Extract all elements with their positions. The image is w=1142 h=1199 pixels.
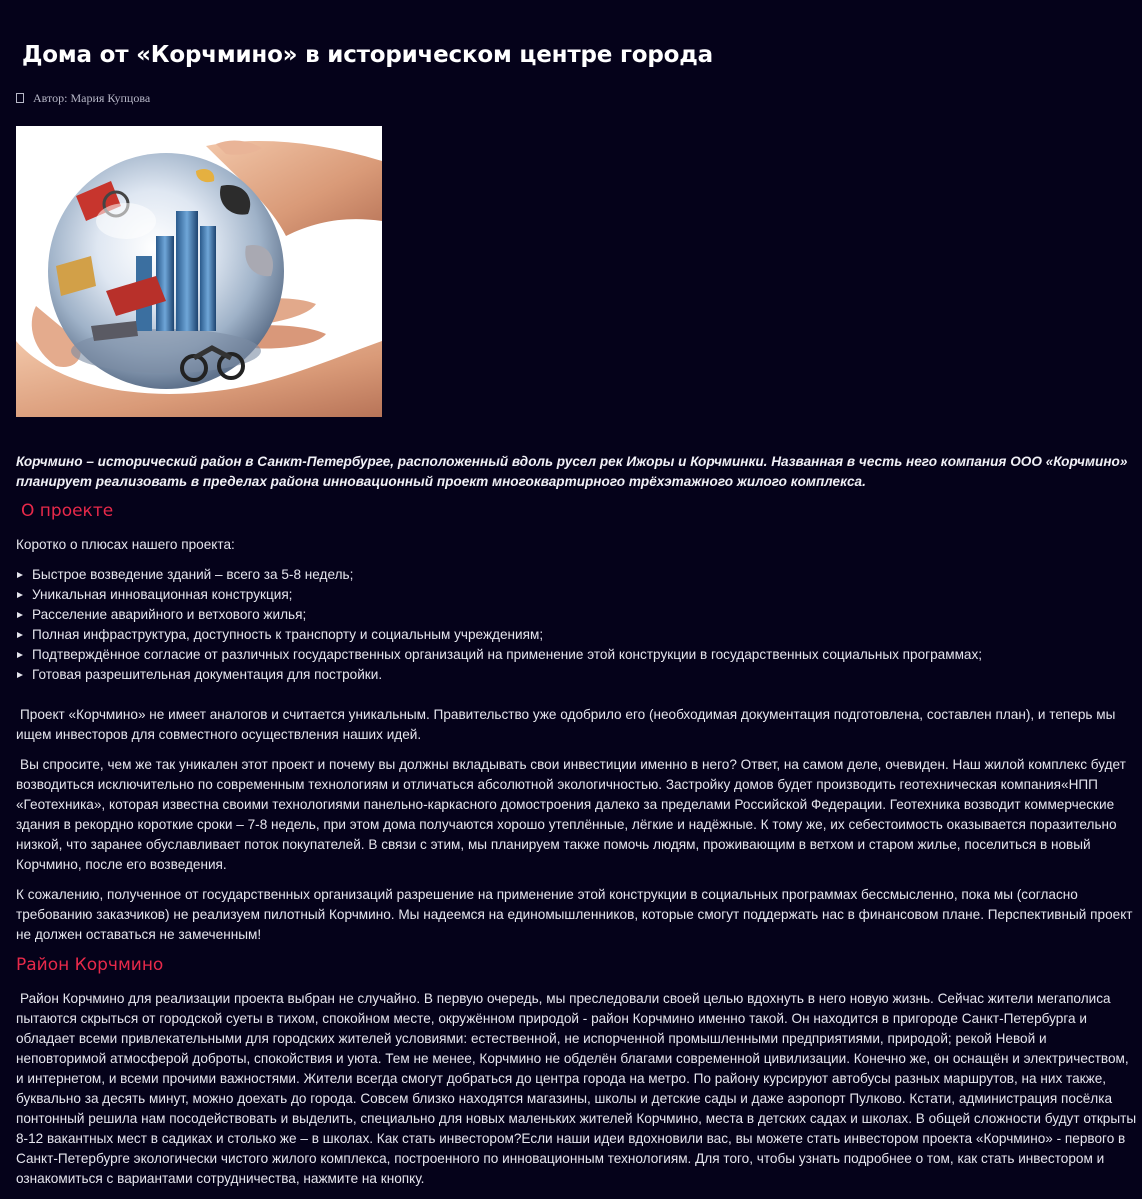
triangle-bullet-icon: [17, 592, 23, 598]
section-heading-district: Район Корчмино: [16, 955, 164, 975]
article-title: Дома от «Корчмино» в историческом центре города: [22, 42, 713, 68]
list-item: Уникальная инновационная конструкция;: [16, 585, 1140, 605]
intro-text: Коротко о плюсах нашего проекта:: [16, 537, 235, 552]
triangle-bullet-icon: [17, 632, 23, 638]
article-body: [16, 452, 1140, 1189]
paragraph-permission: К сожалению, полученное от государственных организаций разрешение на применение этой конструкции в социальных программах бессмысленно, пока мы (согласно требованию заказчиков) не реализуем пилотный Корчмино. Мы надеемся на единомышленников, которые смогут поддержать нас в финансовом плане. Перспективный проект не должен оставаться не замеченным!: [16, 887, 1133, 942]
author-name[interactable]: Мария Купцова: [70, 91, 151, 105]
list-item: Быстрое возведение зданий – всего за 5-8 недель;: [16, 565, 1140, 585]
list-item: Полная инфраструктура, доступность к транспорту и социальным учреждениям;: [16, 625, 1140, 645]
author-label: Автор:: [33, 91, 68, 105]
lead-paragraph: Корчмино – исторический район в Санкт-Петербурге, расположенный вдоль русел рек Ижоры и Корчминки. Названная в честь него компания ООО «Корчмино» планирует реализовать в пределах района инновационный проект многоквартирного трёхэтажного жилого комплекса.: [16, 454, 1128, 489]
list-item: Расселение аварийного и ветхового жилья;: [16, 605, 1140, 625]
user-icon: [16, 93, 24, 103]
triangle-bullet-icon: [17, 652, 23, 658]
hero-image: [16, 126, 382, 417]
triangle-bullet-icon: [17, 672, 23, 678]
paragraph-project: Проект «Корчмино» не имеет аналогов и считается уникальным. Правительство уже одобрило его (необходимая документация подготовлена, составлен план), и теперь мы ищем инвесторов для совместного осуществления наших идей.: [16, 707, 1116, 742]
paragraph-district: Район Корчмино для реализации проекта выбран не случайно. В первую очередь, мы преследовали своей целью вдохнуть в него новую жизнь. Сейчас жители мегаполиса пытаются скрыться от городской суеты в тихом, спокойном месте, окружённом природой - район Корчмино именно такой. Он находится в пригороде Санкт-Петербурга и обладает всеми привлекательными для городских жителей условиями: естественной, не испорченной промышленными предприятиями, природой; рекой Невой и неповторимой атмосферой доброты, спокойствия и уюта. Тем не менее, Корчмино не обделён благами современной цивилизации. Конечно же, он оснащён и электричеством, и интернетом, и всеми прочими важностями. Жители всегда смогут добраться до центра города на метро. По району курсируют автобусы разных маршрутов, на них также, буквально за десять минут, можно доехать до города. Совсем близко находятся магазины, школы и детские сады и даже аэропорт Пулково. Кстати, администрация посёлка понтонный решила нам посодействовать и выделить, специально для новых маленьких жителей Корчмино, места в детских садах и школах. В общей сложности будут открыты 8-12 вакантных мест в садиках и столько же – в школах. Как стать инвестором?Если наши идеи вдохновили вас, вы можете стать инвестором проекта «Корчмино» - первого в Санкт-Петербурге экологически чистого жилого комплекса, построенного по инновационным технологиям. Для того, чтобы узнать подробнее о том, как стать инвестором и ознакомиться с вариантами сотрудничества, нажмите на кнопку.: [16, 991, 1137, 1186]
benefits-list: [16, 565, 1140, 685]
triangle-bullet-icon: [17, 572, 23, 578]
triangle-bullet-icon: [17, 612, 23, 618]
article-meta: [16, 91, 150, 106]
section-heading-about: О проекте: [21, 501, 114, 521]
paragraph-uniqueness: Вы спросите, чем же так уникален этот проект и почему вы должны вкладывать свои инвестиции именно в него? Ответ, на самом деле, очевиден. Наш жилой комплекс будет возводиться исключительно по современным технологиям и отличаться абсолютной экологичностью. Застройку домов будет производить геотехническая компания«НПП «Геотехника», которая известна своими технологиями панельно-каркасного домостроения далеко за пределами Российской Федерации. Геотехника возводит коммерческие здания в рекордно короткие сроки – 7-8 недель, при этом дома получаются хорошо утеплённые, лёгкие и надёжные. К тому же, их себестоимость оказывается поразительно низкой, что заранее обуславливает поток покупателей. В связи с этим, мы планируем также помочь людям, проживающим в ветхом и старом жилье, поселиться в новый Корчмино, после его возведения.: [16, 757, 1126, 872]
list-item: Подтверждённое согласие от различных государственных организаций на применение этой конструкции в государственных социальных программах;: [16, 645, 1140, 665]
list-item: Готовая разрешительная документация для постройки.: [16, 665, 1140, 685]
glass-globe-in-hands-illustration: [16, 126, 382, 417]
